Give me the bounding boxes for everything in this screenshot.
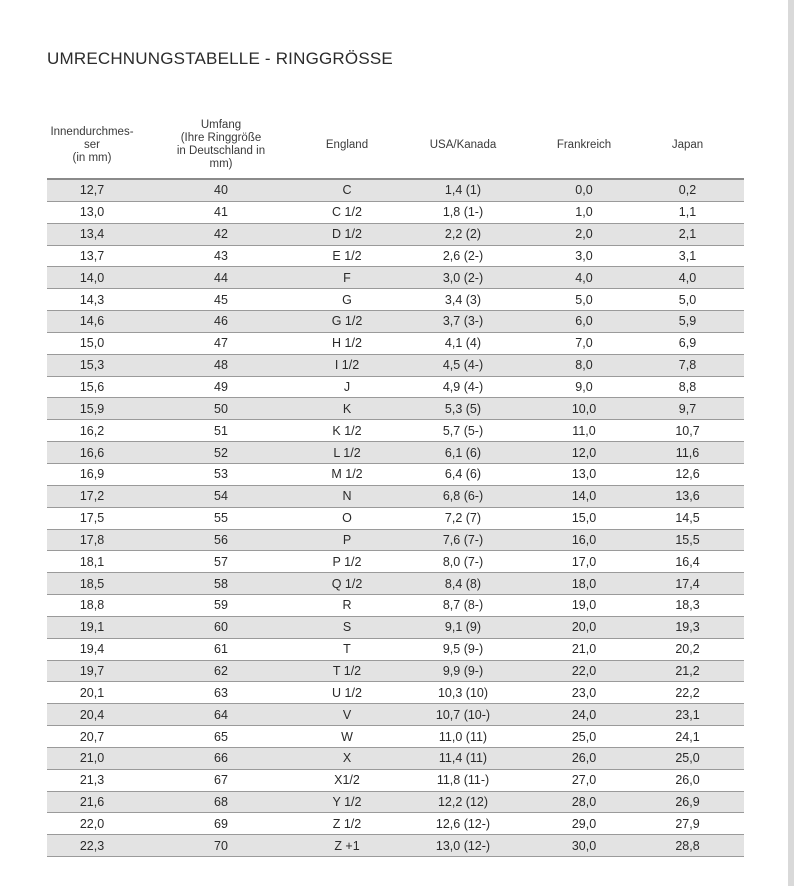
cell-usa-canada: 9,9 (9-) xyxy=(389,660,537,682)
cell-usa-canada: 7,6 (7-) xyxy=(389,529,537,551)
cell-inner-diameter: 14,6 xyxy=(47,311,137,333)
table-row xyxy=(47,354,744,376)
cell-japan: 28,8 xyxy=(631,835,744,857)
cell-inner-diameter: 16,2 xyxy=(47,420,137,442)
cell-england: M 1/2 xyxy=(305,463,389,485)
cell-england: K 1/2 xyxy=(305,420,389,442)
cell-usa-canada: 9,1 (9) xyxy=(389,616,537,638)
cell-usa-canada: 9,5 (9-) xyxy=(389,638,537,660)
cell-usa-canada: 8,4 (8) xyxy=(389,573,537,595)
cell-circumference: 63 xyxy=(137,682,305,704)
cell-france: 10,0 xyxy=(537,398,631,420)
cell-france: 25,0 xyxy=(537,726,631,748)
cell-japan: 10,7 xyxy=(631,420,744,442)
header-inner-diameter: Innendurchmes- ser (in mm) xyxy=(47,112,137,179)
cell-england: N xyxy=(305,485,389,507)
cell-circumference: 65 xyxy=(137,726,305,748)
cell-japan: 7,8 xyxy=(631,354,744,376)
cell-inner-diameter: 14,0 xyxy=(47,267,137,289)
cell-japan: 20,2 xyxy=(631,638,744,660)
cell-usa-canada: 4,5 (4-) xyxy=(389,354,537,376)
cell-inner-diameter: 17,8 xyxy=(47,529,137,551)
table-row xyxy=(47,791,744,813)
cell-inner-diameter: 18,1 xyxy=(47,551,137,573)
cell-inner-diameter: 16,9 xyxy=(47,463,137,485)
cell-england: C xyxy=(305,179,389,201)
table-row xyxy=(47,267,744,289)
cell-inner-diameter: 20,4 xyxy=(47,704,137,726)
cell-england: X1/2 xyxy=(305,769,389,791)
cell-japan: 1,1 xyxy=(631,201,744,223)
cell-england: Q 1/2 xyxy=(305,573,389,595)
cell-japan: 0,2 xyxy=(631,179,744,201)
table-row xyxy=(47,201,744,223)
cell-circumference: 47 xyxy=(137,332,305,354)
table-row xyxy=(47,398,744,420)
cell-inner-diameter: 15,9 xyxy=(47,398,137,420)
cell-circumference: 49 xyxy=(137,376,305,398)
cell-france: 17,0 xyxy=(537,551,631,573)
table-row xyxy=(47,747,744,769)
cell-inner-diameter: 22,3 xyxy=(47,835,137,857)
table-row xyxy=(47,660,744,682)
table-row xyxy=(47,376,744,398)
cell-france: 20,0 xyxy=(537,616,631,638)
cell-france: 7,0 xyxy=(537,332,631,354)
cell-france: 1,0 xyxy=(537,201,631,223)
cell-usa-canada: 1,4 (1) xyxy=(389,179,537,201)
cell-japan: 26,0 xyxy=(631,769,744,791)
cell-circumference: 43 xyxy=(137,245,305,267)
cell-france: 5,0 xyxy=(537,289,631,311)
table-row xyxy=(47,332,744,354)
cell-japan: 16,4 xyxy=(631,551,744,573)
cell-france: 16,0 xyxy=(537,529,631,551)
cell-france: 30,0 xyxy=(537,835,631,857)
table-row xyxy=(47,682,744,704)
cell-circumference: 50 xyxy=(137,398,305,420)
header-row xyxy=(47,112,744,179)
header-usa-canada: USA/Kanada xyxy=(389,112,537,179)
table-row xyxy=(47,551,744,573)
cell-circumference: 40 xyxy=(137,179,305,201)
cell-france: 15,0 xyxy=(537,507,631,529)
cell-inner-diameter: 18,5 xyxy=(47,573,137,595)
cell-usa-canada: 11,4 (11) xyxy=(389,747,537,769)
cell-japan: 9,7 xyxy=(631,398,744,420)
cell-france: 27,0 xyxy=(537,769,631,791)
cell-circumference: 51 xyxy=(137,420,305,442)
cell-circumference: 45 xyxy=(137,289,305,311)
cell-circumference: 62 xyxy=(137,660,305,682)
cell-usa-canada: 3,0 (2-) xyxy=(389,267,537,289)
table-row xyxy=(47,507,744,529)
cell-japan: 25,0 xyxy=(631,747,744,769)
cell-japan: 22,2 xyxy=(631,682,744,704)
cell-circumference: 64 xyxy=(137,704,305,726)
header-japan: Japan xyxy=(631,112,744,179)
table-header xyxy=(47,112,744,179)
cell-circumference: 70 xyxy=(137,835,305,857)
cell-england: S xyxy=(305,616,389,638)
cell-england: P xyxy=(305,529,389,551)
cell-france: 24,0 xyxy=(537,704,631,726)
cell-circumference: 55 xyxy=(137,507,305,529)
cell-france: 8,0 xyxy=(537,354,631,376)
cell-japan: 27,9 xyxy=(631,813,744,835)
cell-england: J xyxy=(305,376,389,398)
cell-england: T 1/2 xyxy=(305,660,389,682)
cell-usa-canada: 10,7 (10-) xyxy=(389,704,537,726)
table-row xyxy=(47,463,744,485)
cell-japan: 18,3 xyxy=(631,595,744,617)
cell-circumference: 48 xyxy=(137,354,305,376)
cell-japan: 17,4 xyxy=(631,573,744,595)
cell-japan: 8,8 xyxy=(631,376,744,398)
table-row xyxy=(47,485,744,507)
cell-usa-canada: 13,0 (12-) xyxy=(389,835,537,857)
cell-france: 0,0 xyxy=(537,179,631,201)
cell-inner-diameter: 13,4 xyxy=(47,223,137,245)
cell-france: 6,0 xyxy=(537,311,631,333)
cell-circumference: 42 xyxy=(137,223,305,245)
table-row xyxy=(47,595,744,617)
cell-japan: 14,5 xyxy=(631,507,744,529)
cell-usa-canada: 3,7 (3-) xyxy=(389,311,537,333)
cell-usa-canada: 6,4 (6) xyxy=(389,463,537,485)
cell-england: K xyxy=(305,398,389,420)
table-row xyxy=(47,638,744,660)
cell-france: 12,0 xyxy=(537,442,631,464)
cell-circumference: 44 xyxy=(137,267,305,289)
page-title: UMRECHNUNGSTABELLE - RINGGRÖSSE xyxy=(47,49,393,69)
cell-england: L 1/2 xyxy=(305,442,389,464)
cell-japan: 6,9 xyxy=(631,332,744,354)
cell-france: 28,0 xyxy=(537,791,631,813)
cell-england: P 1/2 xyxy=(305,551,389,573)
cell-circumference: 69 xyxy=(137,813,305,835)
table-row xyxy=(47,245,744,267)
cell-england: X xyxy=(305,747,389,769)
cell-inner-diameter: 13,7 xyxy=(47,245,137,267)
cell-usa-canada: 6,1 (6) xyxy=(389,442,537,464)
cell-usa-canada: 3,4 (3) xyxy=(389,289,537,311)
table-row xyxy=(47,616,744,638)
table-row xyxy=(47,289,744,311)
table-row xyxy=(47,726,744,748)
cell-england: G xyxy=(305,289,389,311)
table-row xyxy=(47,573,744,595)
cell-japan: 13,6 xyxy=(631,485,744,507)
cell-usa-canada: 4,9 (4-) xyxy=(389,376,537,398)
cell-england: H 1/2 xyxy=(305,332,389,354)
cell-france: 29,0 xyxy=(537,813,631,835)
cell-circumference: 57 xyxy=(137,551,305,573)
cell-england: F xyxy=(305,267,389,289)
cell-japan: 3,1 xyxy=(631,245,744,267)
table-body xyxy=(47,179,744,857)
cell-japan: 26,9 xyxy=(631,791,744,813)
cell-usa-canada: 8,0 (7-) xyxy=(389,551,537,573)
cell-inner-diameter: 21,3 xyxy=(47,769,137,791)
cell-circumference: 54 xyxy=(137,485,305,507)
page-edge xyxy=(788,0,794,886)
cell-usa-canada: 6,8 (6-) xyxy=(389,485,537,507)
table-row xyxy=(47,529,744,551)
cell-japan: 4,0 xyxy=(631,267,744,289)
cell-japan: 2,1 xyxy=(631,223,744,245)
cell-england: G 1/2 xyxy=(305,311,389,333)
cell-japan: 15,5 xyxy=(631,529,744,551)
cell-inner-diameter: 13,0 xyxy=(47,201,137,223)
table-row xyxy=(47,420,744,442)
cell-inner-diameter: 17,5 xyxy=(47,507,137,529)
cell-inner-diameter: 15,6 xyxy=(47,376,137,398)
cell-england: Z 1/2 xyxy=(305,813,389,835)
cell-france: 23,0 xyxy=(537,682,631,704)
cell-england: W xyxy=(305,726,389,748)
cell-england: V xyxy=(305,704,389,726)
cell-france: 14,0 xyxy=(537,485,631,507)
cell-usa-canada: 8,7 (8-) xyxy=(389,595,537,617)
cell-circumference: 61 xyxy=(137,638,305,660)
cell-japan: 5,0 xyxy=(631,289,744,311)
cell-england: D 1/2 xyxy=(305,223,389,245)
cell-inner-diameter: 22,0 xyxy=(47,813,137,835)
table-row xyxy=(47,704,744,726)
cell-usa-canada: 1,8 (1-) xyxy=(389,201,537,223)
cell-england: Y 1/2 xyxy=(305,791,389,813)
cell-usa-canada: 12,6 (12-) xyxy=(389,813,537,835)
cell-france: 21,0 xyxy=(537,638,631,660)
cell-england: R xyxy=(305,595,389,617)
cell-circumference: 41 xyxy=(137,201,305,223)
cell-usa-canada: 11,8 (11-) xyxy=(389,769,537,791)
cell-england: Z +1 xyxy=(305,835,389,857)
cell-japan: 5,9 xyxy=(631,311,744,333)
cell-usa-canada: 12,2 (12) xyxy=(389,791,537,813)
cell-france: 13,0 xyxy=(537,463,631,485)
cell-inner-diameter: 17,2 xyxy=(47,485,137,507)
cell-england: C 1/2 xyxy=(305,201,389,223)
cell-inner-diameter: 15,3 xyxy=(47,354,137,376)
cell-inner-diameter: 19,7 xyxy=(47,660,137,682)
cell-france: 11,0 xyxy=(537,420,631,442)
table-row xyxy=(47,311,744,333)
cell-circumference: 58 xyxy=(137,573,305,595)
table-row xyxy=(47,442,744,464)
cell-france: 22,0 xyxy=(537,660,631,682)
cell-circumference: 46 xyxy=(137,311,305,333)
table-row xyxy=(47,223,744,245)
cell-usa-canada: 2,6 (2-) xyxy=(389,245,537,267)
cell-france: 26,0 xyxy=(537,747,631,769)
cell-japan: 19,3 xyxy=(631,616,744,638)
cell-france: 3,0 xyxy=(537,245,631,267)
cell-japan: 11,6 xyxy=(631,442,744,464)
cell-japan: 23,1 xyxy=(631,704,744,726)
cell-usa-canada: 7,2 (7) xyxy=(389,507,537,529)
cell-usa-canada: 5,3 (5) xyxy=(389,398,537,420)
cell-england: O xyxy=(305,507,389,529)
cell-england: U 1/2 xyxy=(305,682,389,704)
cell-japan: 21,2 xyxy=(631,660,744,682)
header-england: England xyxy=(305,112,389,179)
cell-japan: 12,6 xyxy=(631,463,744,485)
table-row xyxy=(47,179,744,201)
table-row xyxy=(47,813,744,835)
cell-inner-diameter: 19,4 xyxy=(47,638,137,660)
cell-france: 4,0 xyxy=(537,267,631,289)
cell-inner-diameter: 12,7 xyxy=(47,179,137,201)
cell-england: T xyxy=(305,638,389,660)
cell-circumference: 52 xyxy=(137,442,305,464)
table-row xyxy=(47,835,744,857)
cell-england: I 1/2 xyxy=(305,354,389,376)
cell-inner-diameter: 15,0 xyxy=(47,332,137,354)
header-circumference: Umfang (Ihre Ringgröße in Deutschland in mm) xyxy=(137,112,305,179)
cell-inner-diameter: 19,1 xyxy=(47,616,137,638)
cell-france: 9,0 xyxy=(537,376,631,398)
cell-usa-canada: 11,0 (11) xyxy=(389,726,537,748)
cell-inner-diameter: 21,6 xyxy=(47,791,137,813)
cell-inner-diameter: 20,7 xyxy=(47,726,137,748)
cell-france: 18,0 xyxy=(537,573,631,595)
ring-size-table xyxy=(47,112,744,857)
cell-circumference: 59 xyxy=(137,595,305,617)
cell-inner-diameter: 16,6 xyxy=(47,442,137,464)
cell-usa-canada: 10,3 (10) xyxy=(389,682,537,704)
cell-france: 2,0 xyxy=(537,223,631,245)
cell-france: 19,0 xyxy=(537,595,631,617)
cell-circumference: 56 xyxy=(137,529,305,551)
cell-japan: 24,1 xyxy=(631,726,744,748)
cell-england: E 1/2 xyxy=(305,245,389,267)
cell-inner-diameter: 14,3 xyxy=(47,289,137,311)
cell-inner-diameter: 21,0 xyxy=(47,747,137,769)
cell-circumference: 53 xyxy=(137,463,305,485)
cell-usa-canada: 2,2 (2) xyxy=(389,223,537,245)
cell-inner-diameter: 18,8 xyxy=(47,595,137,617)
cell-inner-diameter: 20,1 xyxy=(47,682,137,704)
cell-circumference: 60 xyxy=(137,616,305,638)
cell-circumference: 66 xyxy=(137,747,305,769)
cell-usa-canada: 5,7 (5-) xyxy=(389,420,537,442)
table-row xyxy=(47,769,744,791)
header-france: Frankreich xyxy=(537,112,631,179)
cell-circumference: 67 xyxy=(137,769,305,791)
cell-usa-canada: 4,1 (4) xyxy=(389,332,537,354)
cell-circumference: 68 xyxy=(137,791,305,813)
